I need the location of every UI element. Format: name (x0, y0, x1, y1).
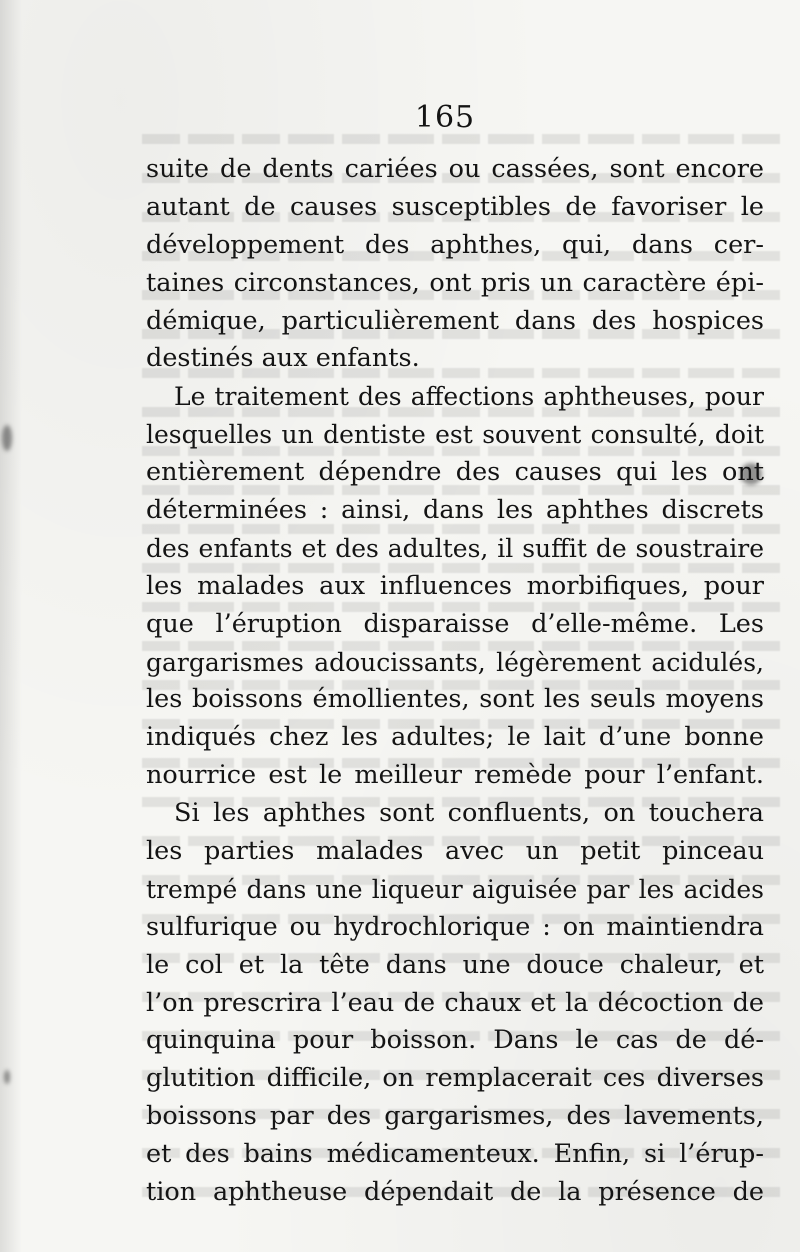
text-line: déterminées : ainsi, dans les aphthes discrets (146, 495, 764, 526)
text-line: trempé dans une liqueur aiguisée par les acides (146, 874, 764, 904)
text-line: Si les aphthes sont confluents, on touchera (174, 798, 764, 829)
text-line: autant de causes susceptibles de favoriser le (146, 191, 764, 222)
text-line: taines circonstances, ont pris un caractère épi- (146, 267, 764, 298)
text-line: et des bains médicamenteux. Enfin, si l’érup- (146, 1139, 764, 1170)
text-line: des enfants et des adultes, il suffit de soustraire (146, 533, 764, 563)
ink-spot (4, 1070, 10, 1084)
text-line: démique, particulièrement dans des hospices (146, 305, 764, 336)
text-line: tion aphtheuse dépendait de la présence de (146, 1177, 764, 1208)
page-number: 165 (414, 100, 476, 135)
text-line: les parties malades avec un petit pinceau (146, 836, 764, 867)
text-line: Le traitement des affections aphtheuses, pour (174, 382, 764, 412)
text-line: entièrement dépendre des causes qui les ont (146, 457, 764, 488)
text-line: gargarismes adoucissants, légèrement acidulés, (146, 647, 764, 677)
text-line: développement des aphthes, qui, dans cer- (146, 229, 764, 260)
text-line: les boissons émollientes, sont les seuls moyens (146, 684, 764, 715)
page-edge-shadow (0, 0, 22, 1252)
text-line: le col et la tête dans une douce chaleur, et (146, 949, 764, 980)
text-line: les malades aux influences morbifiques, pour (146, 570, 764, 601)
text-line: lesquelles un dentiste est souvent consulté, doit (146, 420, 764, 450)
text-line: suite de dents cariées ou cassées, sont encore (146, 154, 764, 184)
text-line: nourrice est le meilleur remède pour l’enfant. (146, 760, 764, 791)
text-line: indiqués chez les adultes; le lait d’une bonne (146, 722, 764, 753)
text-line: sulfurique ou hydrochlorique : on maintiendra (146, 911, 764, 942)
text-line: quinquina pour boisson. Dans le cas de dé- (146, 1025, 764, 1056)
text-line: boissons par des gargarismes, des lavements, (146, 1101, 764, 1132)
text-line: que l’éruption disparaisse d’elle-même. Les (146, 608, 764, 639)
text-line: l’on prescrira l’eau de chaux et la décoction de (146, 987, 764, 1018)
body-text (146, 151, 764, 1212)
text-line: glutition difficile, on remplacerait ces diverses (146, 1063, 764, 1094)
ink-spot (2, 425, 12, 451)
text-line: destinés aux enfants. (146, 343, 420, 374)
